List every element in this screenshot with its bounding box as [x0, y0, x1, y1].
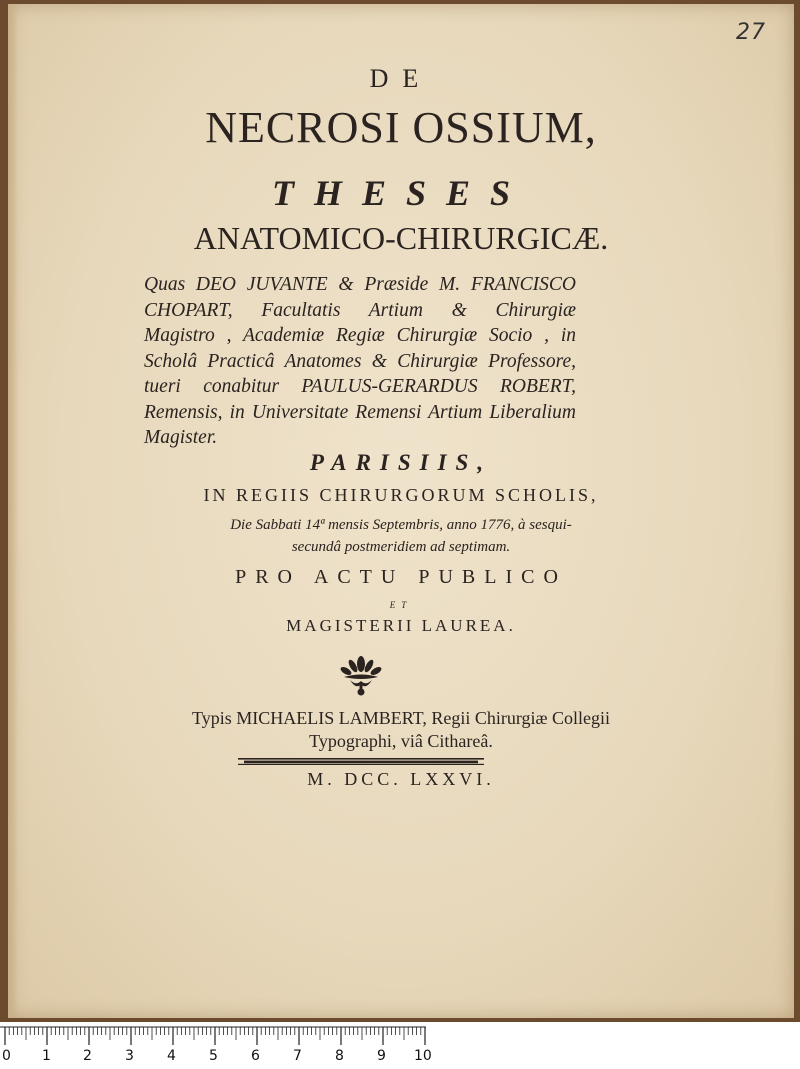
dedication-line: Scholâ Practicâ Anatomes & Chirurgiæ Professore,: [144, 350, 576, 372]
place-heading: PARISIIS,: [309, 450, 493, 475]
ruler-label: 5: [209, 1048, 218, 1064]
dedication-line: CHOPART, Facultatis Artium & Chirurgiæ: [144, 299, 576, 321]
theses-heading: THESES: [271, 173, 531, 213]
date-line: Die Sabbati 14ª mensis Septembris, anno 1776, à sesqui-: [230, 517, 572, 533]
dedication-line: tueri conabitur PAULUS-GERARDUS ROBERT,: [144, 376, 576, 397]
ruler-label: 2: [83, 1048, 92, 1064]
ruler-ticks: [0, 1026, 430, 1048]
date-line-continued: secundâ postmeridiem ad septimam.: [291, 539, 511, 555]
dedication-line: Quas DEO JUVANTE & Præside M. FRANCISCO: [144, 274, 576, 295]
publication-year: M. DCC. LXXVI.: [307, 769, 495, 789]
et-line: ET: [389, 600, 413, 610]
scale-ruler: [0, 1026, 430, 1069]
dedication-line: Magistro , Academiæ Regiæ Chirurgiæ Socio , in: [144, 325, 576, 346]
subtitle: ANATOMICO-CHIRURGICÆ.: [193, 220, 609, 256]
ruler-label: 1: [42, 1048, 51, 1064]
pro-actu-line: PRO ACTU PUBLICO: [235, 566, 567, 588]
ruler-label: 3: [125, 1048, 134, 1064]
fleuron-ornament-icon: [336, 650, 386, 698]
dedication-paragraph: [144, 272, 576, 451]
printer-line: Typis MICHAELIS LAMBERT, Regii Chirurgiæ Collegii: [192, 708, 610, 728]
ruler-label: 10: [414, 1048, 432, 1064]
ruler-label: 8: [335, 1048, 344, 1064]
venue-line: IN REGIIS CHIRURGORUM SCHOLIS,: [203, 485, 599, 505]
ruler-label: 4: [167, 1048, 176, 1064]
magisterii-line: MAGISTERII LAUREA.: [286, 616, 516, 635]
title-prefix: DE: [369, 64, 433, 93]
dedication-line: Remensis, in Universitate Remensi Artium Liberalium: [144, 401, 576, 423]
double-rule-divider: [238, 758, 484, 765]
main-title: NECROSI OSSIUM,: [205, 103, 597, 152]
ruler-label: 6: [251, 1048, 260, 1064]
ruler-label: 0: [2, 1048, 11, 1064]
shelfmark-number: 27: [736, 20, 766, 45]
title-page: [8, 4, 794, 1018]
ruler-label: 9: [377, 1048, 386, 1064]
ruler-label: 7: [293, 1048, 302, 1064]
page-gutter-shadow: [8, 4, 18, 1018]
printer-line-continued: Typographi, viâ Cithareâ.: [309, 731, 493, 751]
dedication-line: Magister.: [144, 427, 218, 448]
